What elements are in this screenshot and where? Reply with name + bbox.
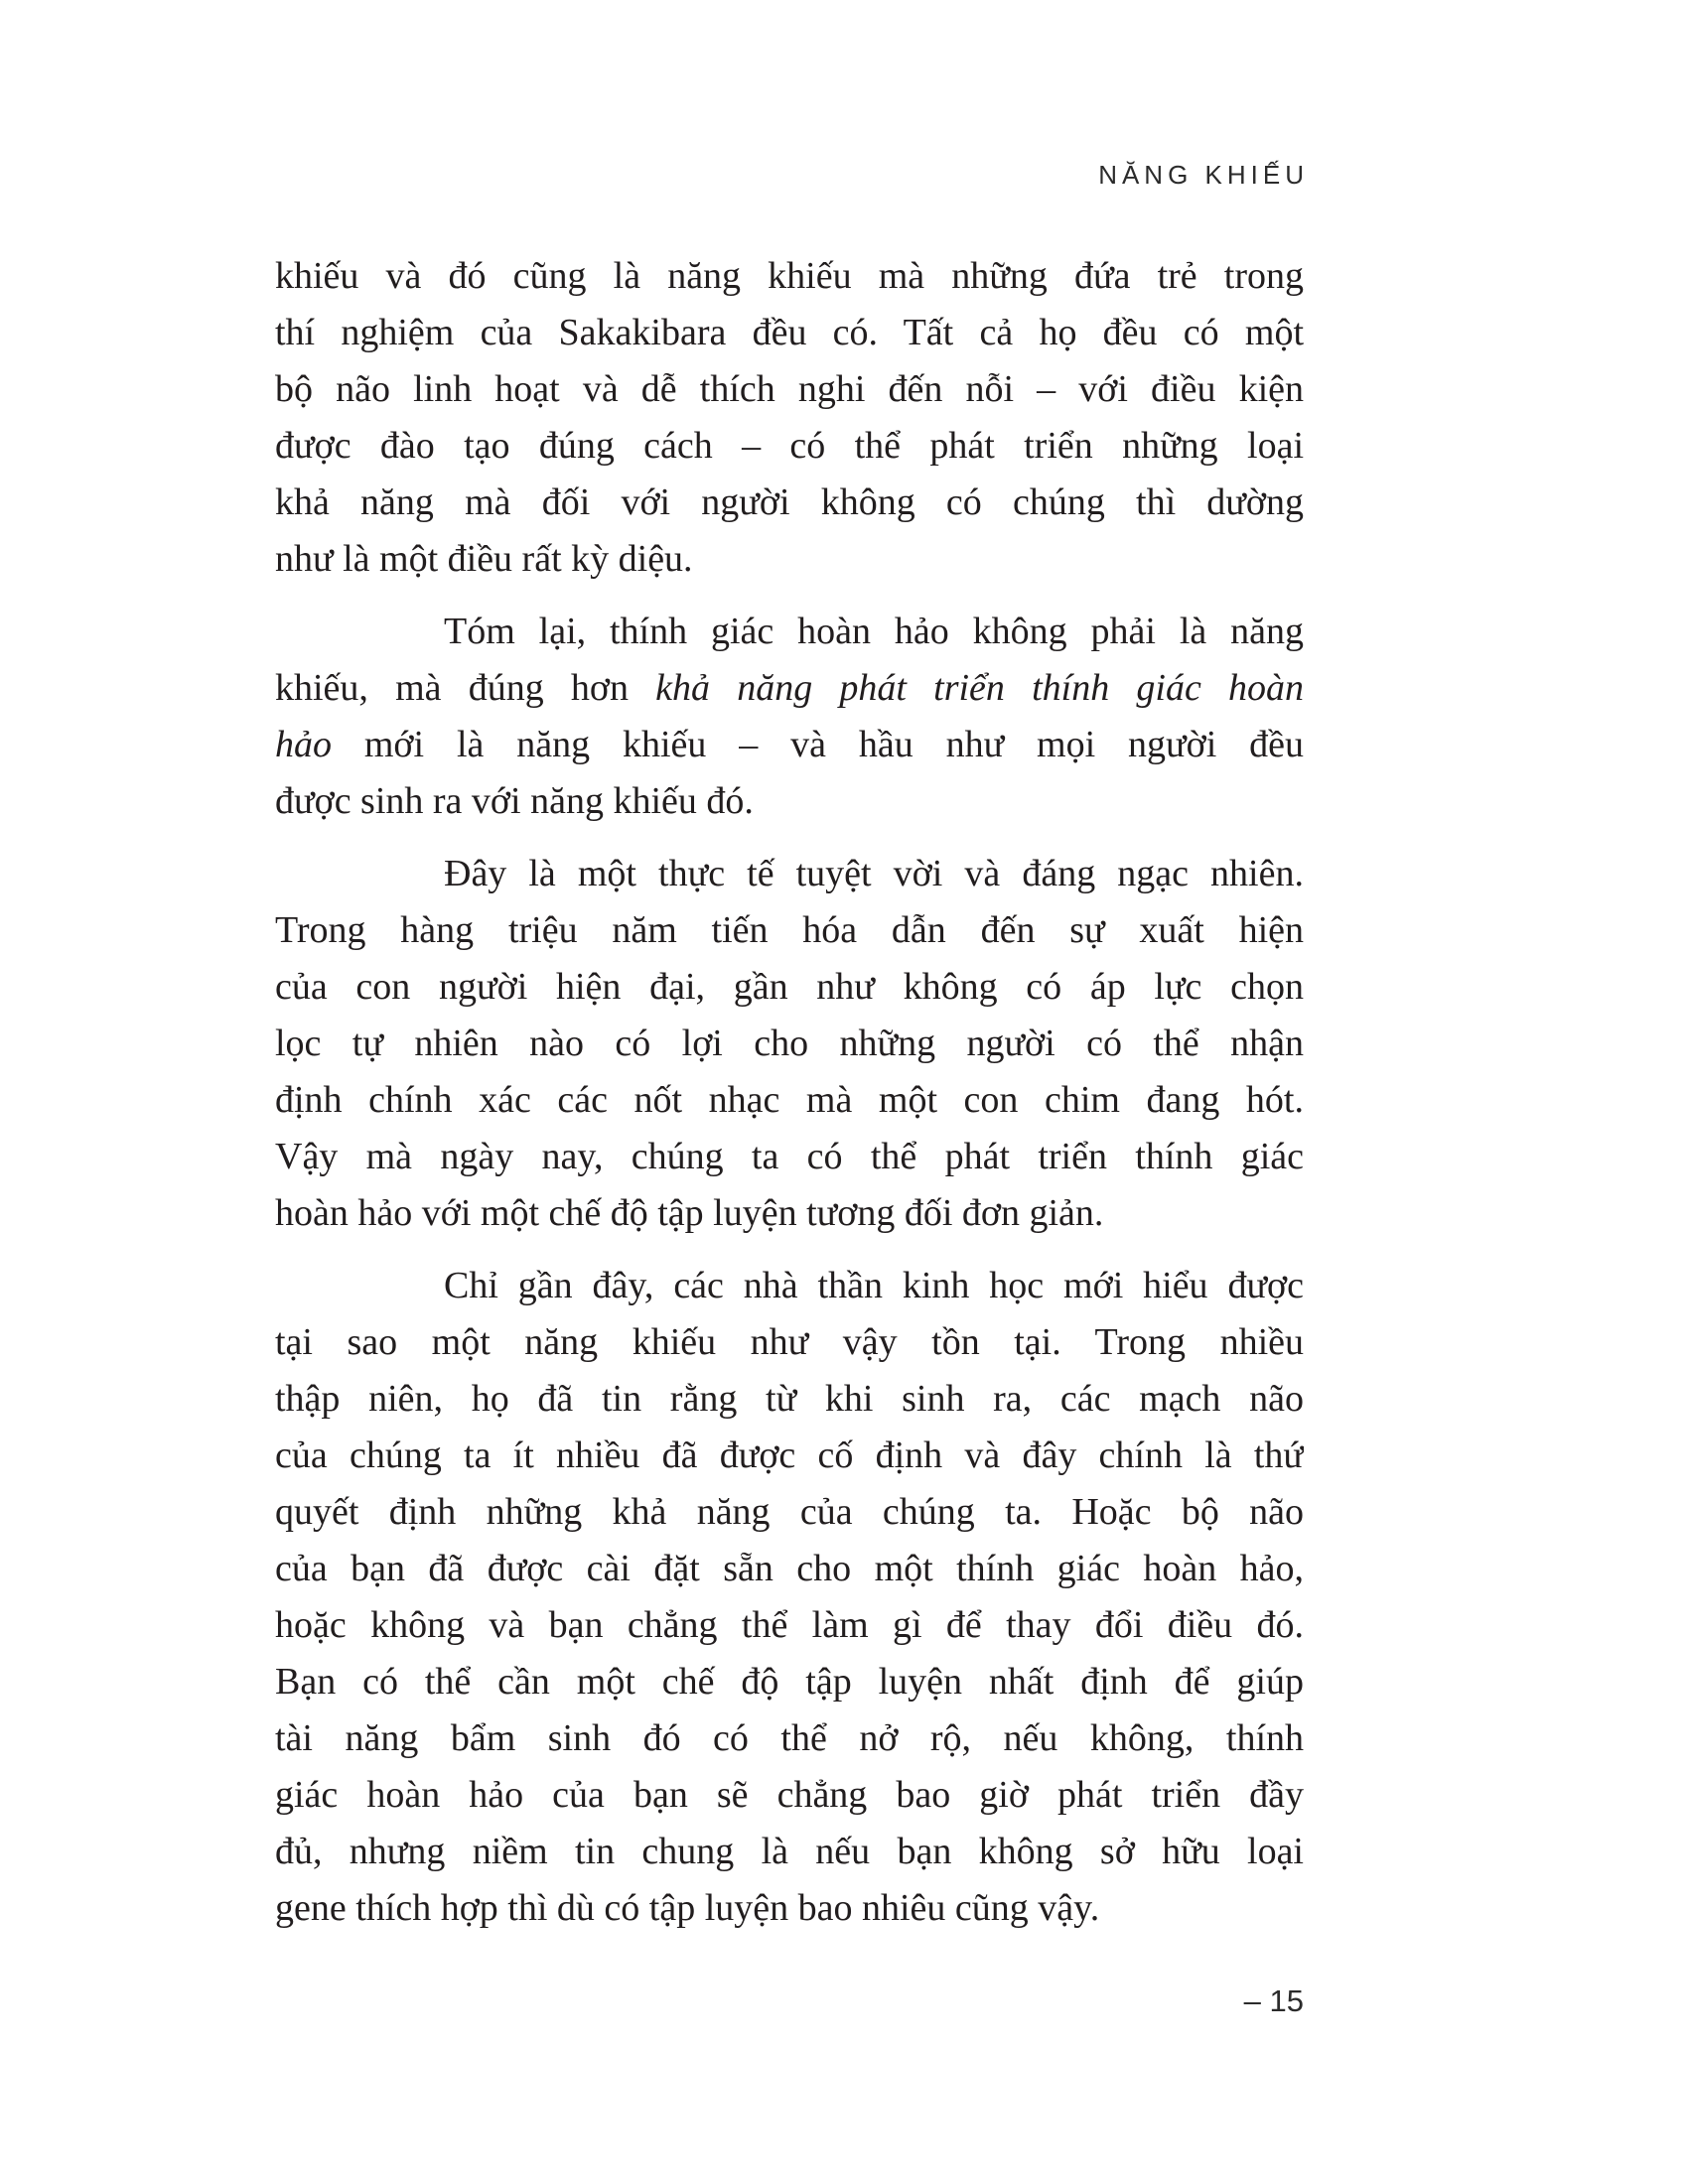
text-line xyxy=(275,1016,1304,1072)
text-segment: như là một điều rất kỳ diệu. xyxy=(275,538,693,580)
text-segment: giác hoàn hảo của bạn sẽ chẳng bao giờ phát triển đầy xyxy=(275,1774,1304,1816)
text-line xyxy=(275,1824,1304,1880)
text-line xyxy=(275,660,1304,717)
text-segment: Trong hàng triệu năm tiến hóa dẫn đến sự xuất hiện xyxy=(275,909,1304,951)
text-line xyxy=(275,604,1304,660)
text-segment: của con người hiện đại, gần như không có áp lực chọn xyxy=(275,966,1304,1008)
chapter-title: NĂNG KHIẾU xyxy=(1098,160,1309,190)
text-line xyxy=(275,1072,1304,1129)
text-segment: tài năng bẩm sinh đó có thể nở rộ, nếu không, thính xyxy=(275,1717,1304,1759)
running-header xyxy=(275,160,1309,191)
text-segment: tại sao một năng khiếu như vậy tồn tại. Trong nhiều xyxy=(275,1321,1304,1363)
text-line xyxy=(275,1428,1304,1484)
text-segment: lọc tự nhiên nào có lợi cho những người có thể nhận xyxy=(275,1023,1304,1064)
paragraph xyxy=(275,846,1304,1242)
text-segment: được sinh ra với năng khiếu đó. xyxy=(275,780,754,822)
text-line xyxy=(275,1880,1304,1937)
text-segment: Bạn có thể cần một chế độ tập luyện nhất định để giúp xyxy=(275,1661,1304,1703)
text-segment: mới là năng khiếu – và hầu như mọi người đều xyxy=(332,724,1304,765)
text-line xyxy=(275,1654,1304,1710)
italic-text: hảo xyxy=(275,724,332,765)
text-line xyxy=(275,959,1304,1016)
text-segment: khả năng mà đối với người không có chúng thì dường xyxy=(275,481,1304,523)
text-segment: khiếu, mà đúng hơn xyxy=(275,667,656,709)
text-segment: Vậy mà ngày nay, chúng ta có thể phát triển thính giác xyxy=(275,1136,1304,1177)
text-line xyxy=(275,248,1304,305)
page-footer xyxy=(275,1983,1304,2019)
italic-text: khả năng phát triển thính giác hoàn xyxy=(655,667,1304,709)
text-line xyxy=(275,1597,1304,1654)
paragraph xyxy=(275,248,1304,588)
text-segment: khiếu và đó cũng là năng khiếu mà những đứa trẻ trong xyxy=(275,255,1304,297)
page-number: – 15 xyxy=(1243,1983,1304,2018)
text-segment: bộ não linh hoạt và dễ thích nghi đến nỗi – với điều kiện xyxy=(275,368,1304,410)
text-line xyxy=(275,475,1304,531)
body-text xyxy=(275,248,1304,1937)
text-line xyxy=(275,717,1304,773)
text-segment: của chúng ta ít nhiều đã được cố định và đây chính là thứ xyxy=(275,1434,1304,1476)
text-segment: Chỉ gần đây, các nhà thần kinh học mới hiểu được xyxy=(444,1265,1304,1306)
text-line xyxy=(275,361,1304,418)
text-line xyxy=(275,1767,1304,1824)
text-line xyxy=(275,1258,1304,1314)
text-line xyxy=(275,418,1304,475)
text-segment: của bạn đã được cài đặt sẵn cho một thính giác hoàn hảo, xyxy=(275,1548,1304,1589)
text-line xyxy=(275,1541,1304,1597)
text-segment: được đào tạo đúng cách – có thể phát triển những loại xyxy=(275,425,1304,467)
text-segment: hoặc không và bạn chẳng thể làm gì để thay đổi điều đó. xyxy=(275,1604,1304,1646)
paragraph xyxy=(275,1258,1304,1937)
text-segment: quyết định những khả năng của chúng ta. Hoặc bộ não xyxy=(275,1491,1304,1533)
text-line xyxy=(275,1314,1304,1371)
text-line xyxy=(275,846,1304,902)
text-line xyxy=(275,902,1304,959)
paragraph xyxy=(275,604,1304,830)
text-segment: hoàn hảo với một chế độ tập luyện tương đối đơn giản. xyxy=(275,1192,1104,1234)
text-segment: gene thích hợp thì dù có tập luyện bao nhiêu cũng vậy. xyxy=(275,1887,1100,1929)
text-segment: định chính xác các nốt nhạc mà một con chim đang hót. xyxy=(275,1079,1304,1121)
text-segment: thập niên, họ đã tin rằng từ khi sinh ra, các mạch não xyxy=(275,1378,1304,1420)
text-line xyxy=(275,773,1304,830)
text-segment: Tóm lại, thính giác hoàn hảo không phải là năng xyxy=(444,611,1304,652)
text-segment: Đây là một thực tế tuyệt vời và đáng ngạc nhiên. xyxy=(444,853,1304,894)
text-line xyxy=(275,305,1304,361)
text-line xyxy=(275,1710,1304,1767)
text-line xyxy=(275,1371,1304,1428)
text-segment: thí nghiệm của Sakakibara đều có. Tất cả họ đều có một xyxy=(275,312,1304,353)
text-segment: đủ, nhưng niềm tin chung là nếu bạn không sở hữu loại xyxy=(275,1831,1304,1872)
text-line xyxy=(275,1484,1304,1541)
text-line xyxy=(275,1129,1304,1185)
text-line xyxy=(275,1185,1304,1242)
text-line xyxy=(275,531,1304,588)
